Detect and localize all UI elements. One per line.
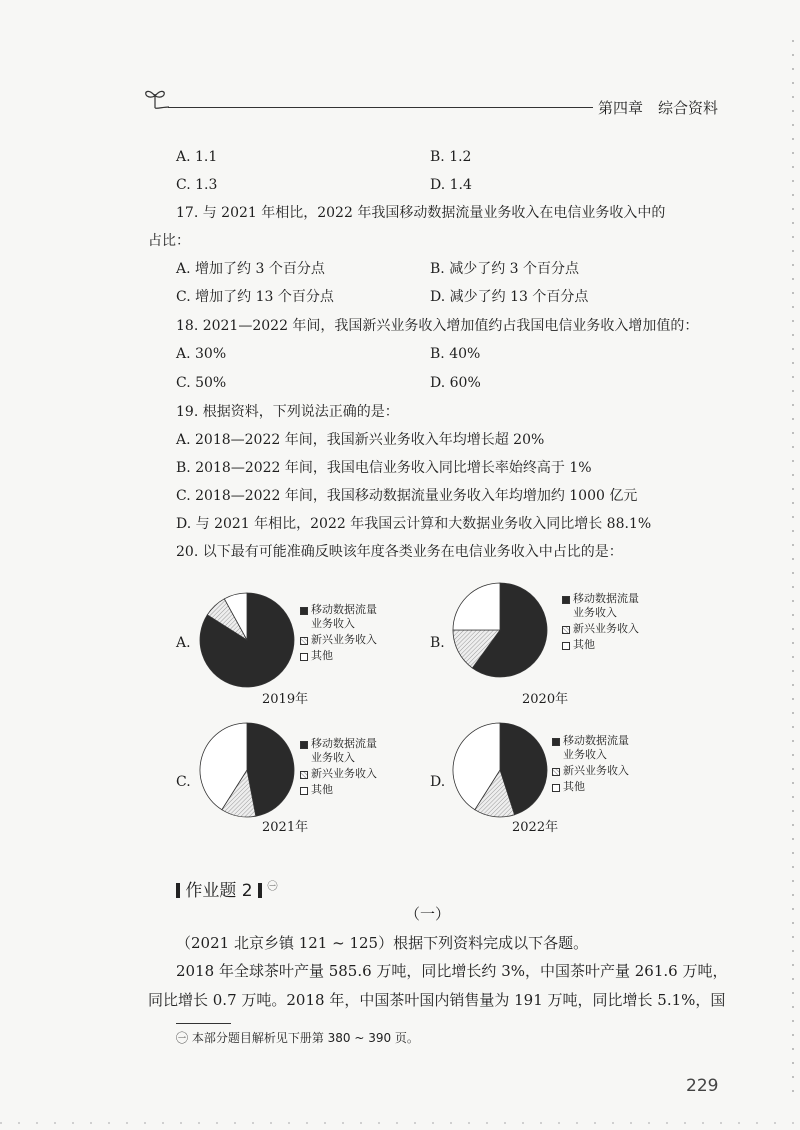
- q19-option-d: D. 与 2021 年相比，2022 年我国云计算和大数据业务收入同比增长 88.1%: [176, 516, 652, 532]
- pie-a-title: 2019年: [262, 692, 309, 707]
- slice-other: [453, 583, 500, 630]
- pie-chart-a[interactable]: [197, 590, 297, 690]
- header-rule: [168, 107, 593, 108]
- legend-mobile-line1: 移动数据流量: [573, 592, 639, 605]
- legend-other: 其他: [573, 638, 595, 651]
- pie-a-option-label: A.: [176, 635, 191, 651]
- q17-option-b: B. 减少了约 3 个百分点: [430, 261, 579, 277]
- q18-stem: 18. 2021—2022 年间，我国新兴业务收入增加值约占我国电信业务收入增加值的：: [176, 318, 699, 334]
- source-line: （2021 北京乡镇 121 ~ 125）根据下列资料完成以下各题。: [176, 934, 589, 952]
- q17-option-a: A. 增加了约 3 个百分点: [176, 261, 325, 277]
- q18-option-d: D. 60%: [430, 375, 481, 391]
- pie-chart-b[interactable]: [450, 580, 550, 680]
- legend-swatch-mobile: [300, 607, 308, 615]
- assignment-title: [176, 876, 277, 901]
- q19-stem: 19. 根据资料，下列说法正确的是：: [176, 404, 399, 420]
- legend-swatch-other: [300, 787, 308, 795]
- page-number: 229: [686, 1076, 719, 1096]
- legend-swatch-emerging: [300, 771, 308, 779]
- legend-emerging: 新兴业务收入: [573, 622, 639, 635]
- legend-emerging: 新兴业务收入: [311, 633, 377, 646]
- q19-option-c: C. 2018—2022 年间，我国移动数据流量业务收入年均增加约 1000 亿元: [176, 488, 638, 504]
- paragraph-line1: 2018 年全球茶叶产量 585.6 万吨，同比增长约 3%，中国茶叶产量 261.6 万吨，: [176, 962, 728, 980]
- pie-d-title: 2022年: [512, 820, 559, 835]
- legend-a: [300, 603, 377, 665]
- slice-mobile: [247, 723, 294, 816]
- legend-mobile-line1: 移动数据流量: [311, 603, 377, 616]
- assignment-footnote-mark: ㊀: [267, 881, 278, 893]
- pie-c-title: 2021年: [262, 820, 309, 835]
- q17-stem-line1: 17. 与 2021 年相比，2022 年我国移动数据流量业务收入在电信业务收入中的: [176, 205, 666, 221]
- title-bar-right: [258, 883, 262, 898]
- title-bar-left: [176, 883, 180, 898]
- legend-c: [300, 737, 377, 799]
- legend-mobile-line2: 业务收入: [311, 751, 355, 764]
- footnote-rule: [176, 1023, 231, 1024]
- q18-option-c: C. 50%: [176, 375, 227, 391]
- q16-option-a: A. 1.1: [176, 149, 218, 165]
- paragraph-line2: 同比增长 0.7 万吨。2018 年，中国茶叶国内销售量为 191 万吨，同比增长 5.1%，国: [148, 991, 726, 1009]
- q18-option-b: B. 40%: [430, 346, 481, 362]
- scan-bottom-dots: [0, 1122, 800, 1124]
- q17-stem-line2: 占比：: [148, 233, 190, 249]
- legend-other: 其他: [563, 780, 585, 793]
- footnote: ㊀ 本部分题目解析见下册第 380 ~ 390 页。: [176, 1031, 419, 1045]
- scan-edge-dots: [792, 40, 794, 1100]
- legend-swatch-mobile: [562, 596, 570, 604]
- legend-swatch-emerging: [562, 626, 570, 634]
- legend-swatch-other: [552, 784, 560, 792]
- q16-option-c: C. 1.3: [176, 177, 218, 193]
- legend-mobile-line1: 移动数据流量: [311, 737, 377, 750]
- q16-option-b: B. 1.2: [430, 149, 472, 165]
- pie-chart-d[interactable]: [450, 720, 550, 820]
- q19-option-a: A. 2018—2022 年间，我国新兴业务收入年均增长超 20%: [176, 432, 545, 448]
- assignment-title-text: 作业题 2: [185, 881, 253, 901]
- legend-swatch-mobile: [552, 738, 560, 746]
- pie-b-option-label: B.: [430, 635, 445, 651]
- pie-d-option-label: D.: [430, 774, 446, 790]
- q16-option-d: D. 1.4: [430, 177, 472, 193]
- legend-other: 其他: [311, 783, 333, 796]
- q19-option-b: B. 2018—2022 年间，我国电信业务收入同比增长率始终高于 1%: [176, 460, 592, 476]
- q18-option-a: A. 30%: [176, 346, 227, 362]
- legend-swatch-emerging: [300, 637, 308, 645]
- legend-d: [552, 734, 629, 796]
- pie-c-option-label: C.: [176, 774, 191, 790]
- legend-mobile-line2: 业务收入: [573, 606, 617, 619]
- q17-option-c: C. 增加了约 13 个百分点: [176, 289, 334, 305]
- legend-swatch-other: [562, 642, 570, 650]
- legend-emerging: 新兴业务收入: [563, 764, 629, 777]
- pie-b-title: 2020年: [522, 692, 569, 707]
- legend-swatch-other: [300, 653, 308, 661]
- legend-mobile-line2: 业务收入: [311, 617, 355, 630]
- q17-option-d: D. 减少了约 13 个百分点: [430, 289, 589, 305]
- pie-chart-c[interactable]: [197, 720, 297, 820]
- legend-other: 其他: [311, 649, 333, 662]
- legend-mobile-line1: 移动数据流量: [563, 734, 629, 747]
- legend-b: [562, 592, 639, 654]
- legend-swatch-mobile: [300, 741, 308, 749]
- part-marker: （一）: [405, 905, 451, 923]
- chapter-title: 第四章 综合资料: [598, 99, 719, 117]
- legend-swatch-emerging: [552, 768, 560, 776]
- legend-emerging: 新兴业务收入: [311, 767, 377, 780]
- q20-stem: 20. 以下最有可能准确反映该年度各类业务在电信业务收入中占比的是：: [176, 544, 623, 560]
- legend-mobile-line2: 业务收入: [563, 748, 607, 761]
